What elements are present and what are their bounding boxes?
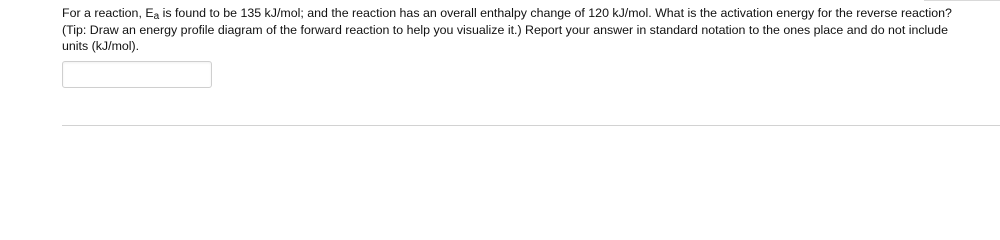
question-text bbox=[62, 5, 962, 55]
top-right-divider bbox=[924, 0, 1000, 1]
answer-input[interactable] bbox=[62, 61, 212, 88]
question-text-start: For a reaction, E bbox=[62, 6, 154, 20]
activation-energy-subscript: a bbox=[153, 11, 160, 22]
section-divider bbox=[62, 125, 1000, 126]
question-text-rest: is found to be 135 kJ/mol; and the reaction has an overall enthalpy change of 120 kJ/mol. What is the activation energy for the reverse reaction? (Tip: Draw an energy profile diagram of the forward reaction to help you visualize it.) Report your answer in standard notation to the ones place and do not include units (kJ/mol). bbox=[62, 6, 952, 53]
